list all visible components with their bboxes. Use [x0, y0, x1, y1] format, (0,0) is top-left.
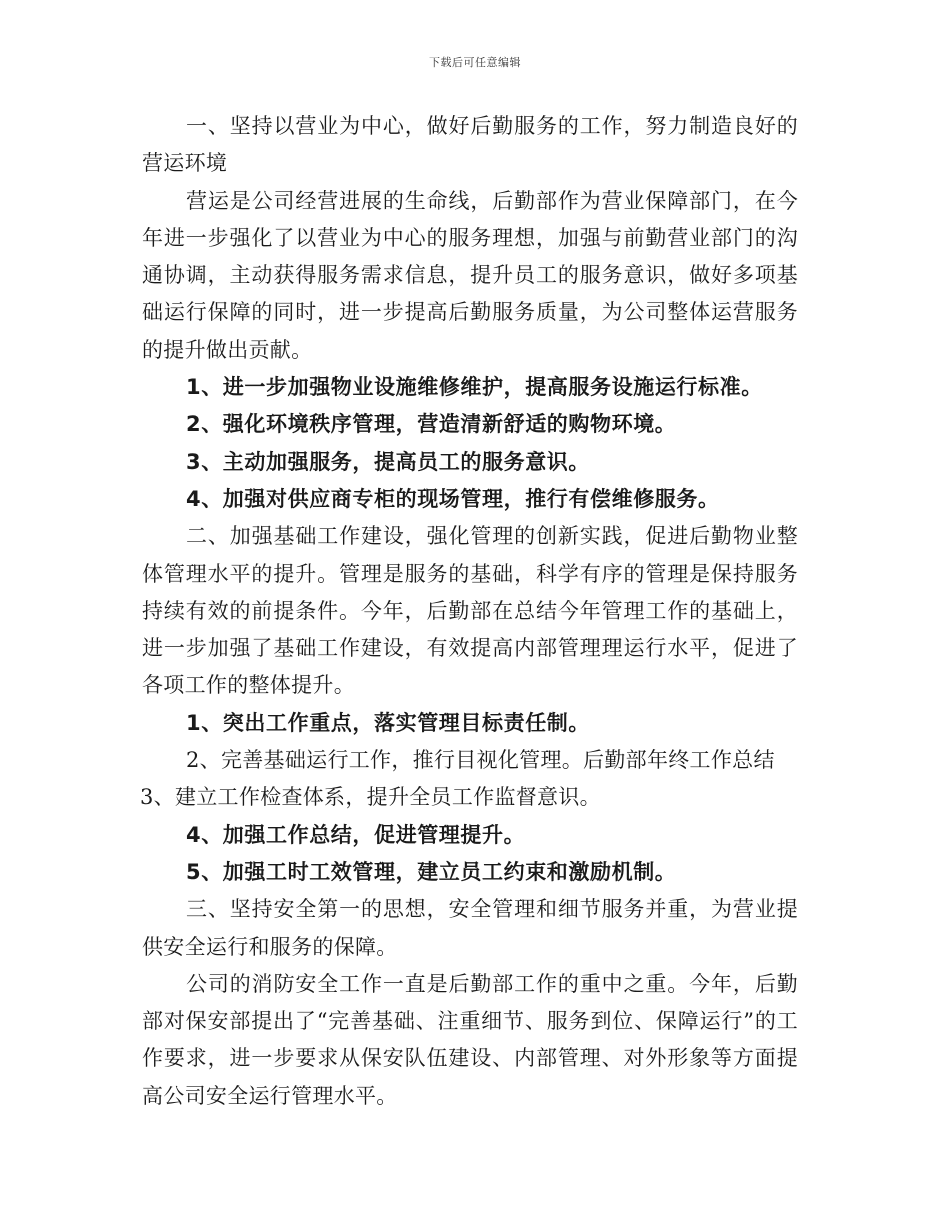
bold-item: 5、加强工时工效管理，建立员工约束和激励机制。	[186, 859, 677, 884]
section-heading-2: 二、加强基础工作建设，强化管理的创新实践，促进后勤物业整体管理水平的提升。管理是服务的基础，科学有序的管理是保持服务持续有效的前提条件。今年，后勤部在总结今年管理工作的基础上，进一步加强了基础工作建设，有效提高内部管理理运行水平，促进了各项工作的整体提升。	[142, 524, 798, 698]
page-header-note: 下载后可任意编辑	[429, 56, 521, 69]
bold-item: 1、突出工作重点，落实管理目标责任制。	[186, 710, 591, 735]
paragraph: 公司的消防安全工作一直是后勤部工作的重中之重。今年，后勤部对保安部提出了“完善基础、注重细节、服务到位、保障运行”的工作要求，进一步要求从保安队伍建设、内部管理、对外形象等方面提高公司安全运行管理水平。	[142, 971, 798, 1108]
list-item: 2、完善基础运行工作，推行目视化管理。后勤部年终工作总结	[186, 748, 775, 773]
list-item: 3、建立工作检查体系，提升全员工作监督意识。	[140, 785, 601, 810]
document-body	[142, 108, 798, 1115]
bold-item: 3、主动加强服务，提高员工的服务意识。	[186, 449, 591, 474]
bold-item: 1、进一步加强物业设施维修维护，提高服务设施运行标准。	[186, 375, 763, 400]
bold-item: 4、加强对供应商专柜的现场管理，推行有偿维修服务。	[186, 486, 720, 511]
paragraph: 营运是公司经营进展的生命线，后勤部作为营业保障部门，在今年进一步强化了以营业为中心的服务理想，加强与前勤营业部门的沟通协调，主动获得服务需求信息，提升员工的服务意识，做好多项基础运行保障的同时，进一步提高后勤服务质量，为公司整体运营服务的提升做出贡献。	[142, 188, 798, 362]
section-heading-1: 一、坚持以营业为中心，做好后勤服务的工作，努力制造良好的营运环境	[142, 114, 798, 176]
section-heading-3: 三、坚持安全第一的思想，安全管理和细节服务并重，为营业提供安全运行和服务的保障。	[142, 897, 798, 959]
bold-item: 2、强化环境秩序管理，营造清新舒适的购物环境。	[186, 412, 677, 437]
bold-item: 4、加强工作总结，促进管理提升。	[186, 822, 526, 847]
